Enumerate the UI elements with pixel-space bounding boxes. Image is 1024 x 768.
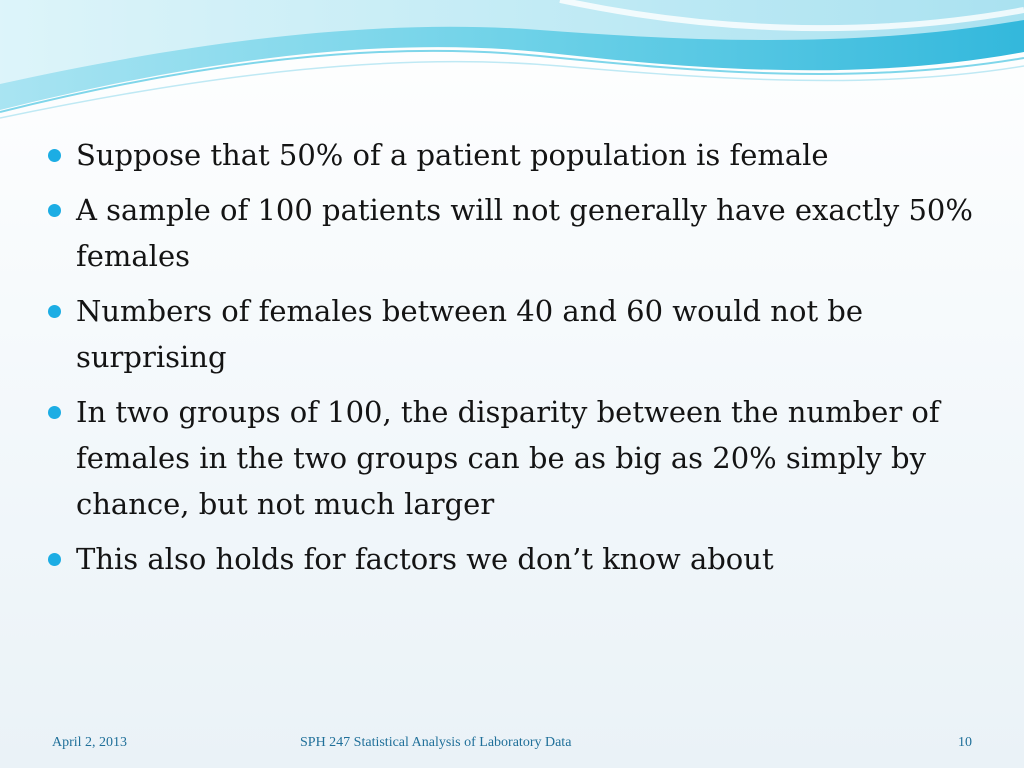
footer-page-number: 10 bbox=[958, 735, 972, 750]
bullet-dot-icon bbox=[48, 553, 61, 566]
bullet-dot-icon bbox=[48, 406, 61, 419]
bullet-item bbox=[46, 389, 976, 527]
bullet-text: Numbers of females between 40 and 60 would not be surprising bbox=[76, 294, 864, 374]
footer-title: SPH 247 Statistical Analysis of Laboratory Data bbox=[300, 735, 572, 750]
bullet-text: Suppose that 50% of a patient population is female bbox=[76, 138, 829, 172]
header-wave-decoration bbox=[0, 0, 1024, 130]
bullet-item bbox=[46, 288, 976, 380]
footer-date: April 2, 2013 bbox=[52, 735, 128, 750]
bullet-text: A sample of 100 patients will not generally have exactly 50% females bbox=[76, 193, 973, 273]
bullet-dot-icon bbox=[48, 305, 61, 318]
bullet-list bbox=[46, 132, 976, 591]
bullet-text: In two groups of 100, the disparity between the number of females in the two groups can be as big as 20% simply by chance, but not much larger bbox=[76, 395, 940, 521]
bullet-item bbox=[46, 536, 976, 582]
bullet-item bbox=[46, 132, 976, 178]
bullet-text: This also holds for factors we don’t know about bbox=[76, 542, 774, 576]
bullet-dot-icon bbox=[48, 204, 61, 217]
bullet-dot-icon bbox=[48, 149, 61, 162]
bullet-item bbox=[46, 187, 976, 279]
